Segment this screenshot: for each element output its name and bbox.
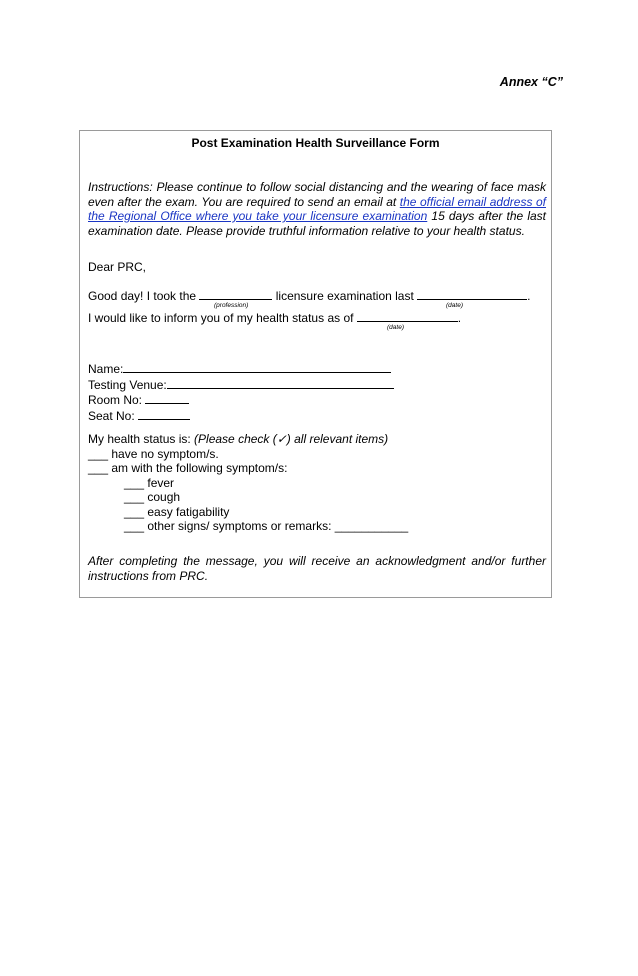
email-address-link[interactable]: the official email address of the Regional Office where you take your licensure examination bbox=[88, 194, 546, 223]
greeting: Dear PRC, bbox=[88, 260, 147, 274]
name-label: Name: bbox=[88, 362, 124, 376]
room-label: Room No: bbox=[88, 393, 146, 407]
annex-label: Annex “C” bbox=[499, 75, 563, 89]
room-field bbox=[88, 392, 546, 408]
symptom-fever[interactable] bbox=[88, 476, 546, 491]
name-input[interactable] bbox=[123, 361, 391, 373]
check-blank[interactable]: ___ bbox=[88, 446, 109, 461]
room-input[interactable] bbox=[145, 392, 189, 404]
seat-field bbox=[88, 408, 546, 424]
health-status-heading bbox=[88, 432, 546, 447]
took-exam-text: Good day! I took the bbox=[88, 289, 200, 303]
instructions-text: Instructions: Please continue to follow social distancing and the wearing of face mask even after the exam. You are required to send an email at bbox=[88, 180, 546, 209]
check-blank[interactable]: ___ bbox=[124, 490, 145, 504]
status-date-blank[interactable] bbox=[357, 310, 458, 322]
health-status-text: I would like to inform you of my health status as of bbox=[88, 311, 357, 325]
check-blank[interactable]: ___ bbox=[124, 504, 145, 519]
seat-label: Seat No: bbox=[88, 408, 139, 423]
form-title: Post Examination Health Surveillance Form bbox=[191, 136, 440, 150]
venue-label: Testing Venue: bbox=[88, 377, 167, 392]
symptom-label: easy fatigability bbox=[144, 504, 230, 519]
symptom-label: cough bbox=[144, 490, 181, 504]
exam-date-blank[interactable] bbox=[417, 288, 527, 300]
status-hint: (Please check (✓) all relevant items) bbox=[194, 432, 389, 446]
form-box bbox=[79, 130, 552, 598]
symptom-cough[interactable] bbox=[88, 490, 546, 505]
name-field bbox=[88, 361, 546, 377]
closing-note: After completing the message, you will receive an acknowledgment and/or further instructions from PRC. bbox=[88, 554, 546, 583]
period: . bbox=[527, 289, 531, 303]
check-blank[interactable]: ___ bbox=[88, 461, 109, 475]
symptom-other[interactable] bbox=[88, 519, 546, 534]
option-label: have no symptom/s. bbox=[108, 446, 219, 461]
check-blank[interactable]: ___ bbox=[124, 519, 145, 533]
symptom-fatigability[interactable] bbox=[88, 505, 546, 520]
venue-field bbox=[88, 377, 546, 393]
option-with-symptoms[interactable] bbox=[88, 461, 546, 476]
period: . bbox=[457, 311, 462, 325]
option-no-symptoms[interactable] bbox=[88, 447, 546, 462]
applicant-fields bbox=[88, 361, 546, 423]
date-caption: (date) bbox=[446, 302, 463, 309]
health-status-section bbox=[88, 432, 546, 534]
profession-caption: (profession) bbox=[214, 302, 249, 309]
status-label: My health status is: bbox=[88, 432, 195, 446]
symptom-label: fever bbox=[144, 475, 175, 490]
took-exam-line bbox=[88, 288, 546, 304]
profession-blank[interactable] bbox=[199, 288, 272, 300]
licensure-text: licensure examination last bbox=[272, 289, 418, 303]
symptom-label: other signs/ symptoms or remarks: ___________ bbox=[144, 519, 409, 533]
option-label: am with the following symptom/s: bbox=[108, 461, 288, 475]
instructions bbox=[88, 180, 546, 238]
health-status-line bbox=[88, 310, 546, 326]
instructions-text-end: 15 days after the last examination date. Please provide truthful information relative to your health status. bbox=[88, 209, 547, 238]
seat-input[interactable] bbox=[138, 408, 190, 420]
check-blank[interactable]: ___ bbox=[124, 475, 145, 490]
status-date-caption: (date) bbox=[387, 324, 404, 331]
venue-input[interactable] bbox=[167, 377, 394, 389]
